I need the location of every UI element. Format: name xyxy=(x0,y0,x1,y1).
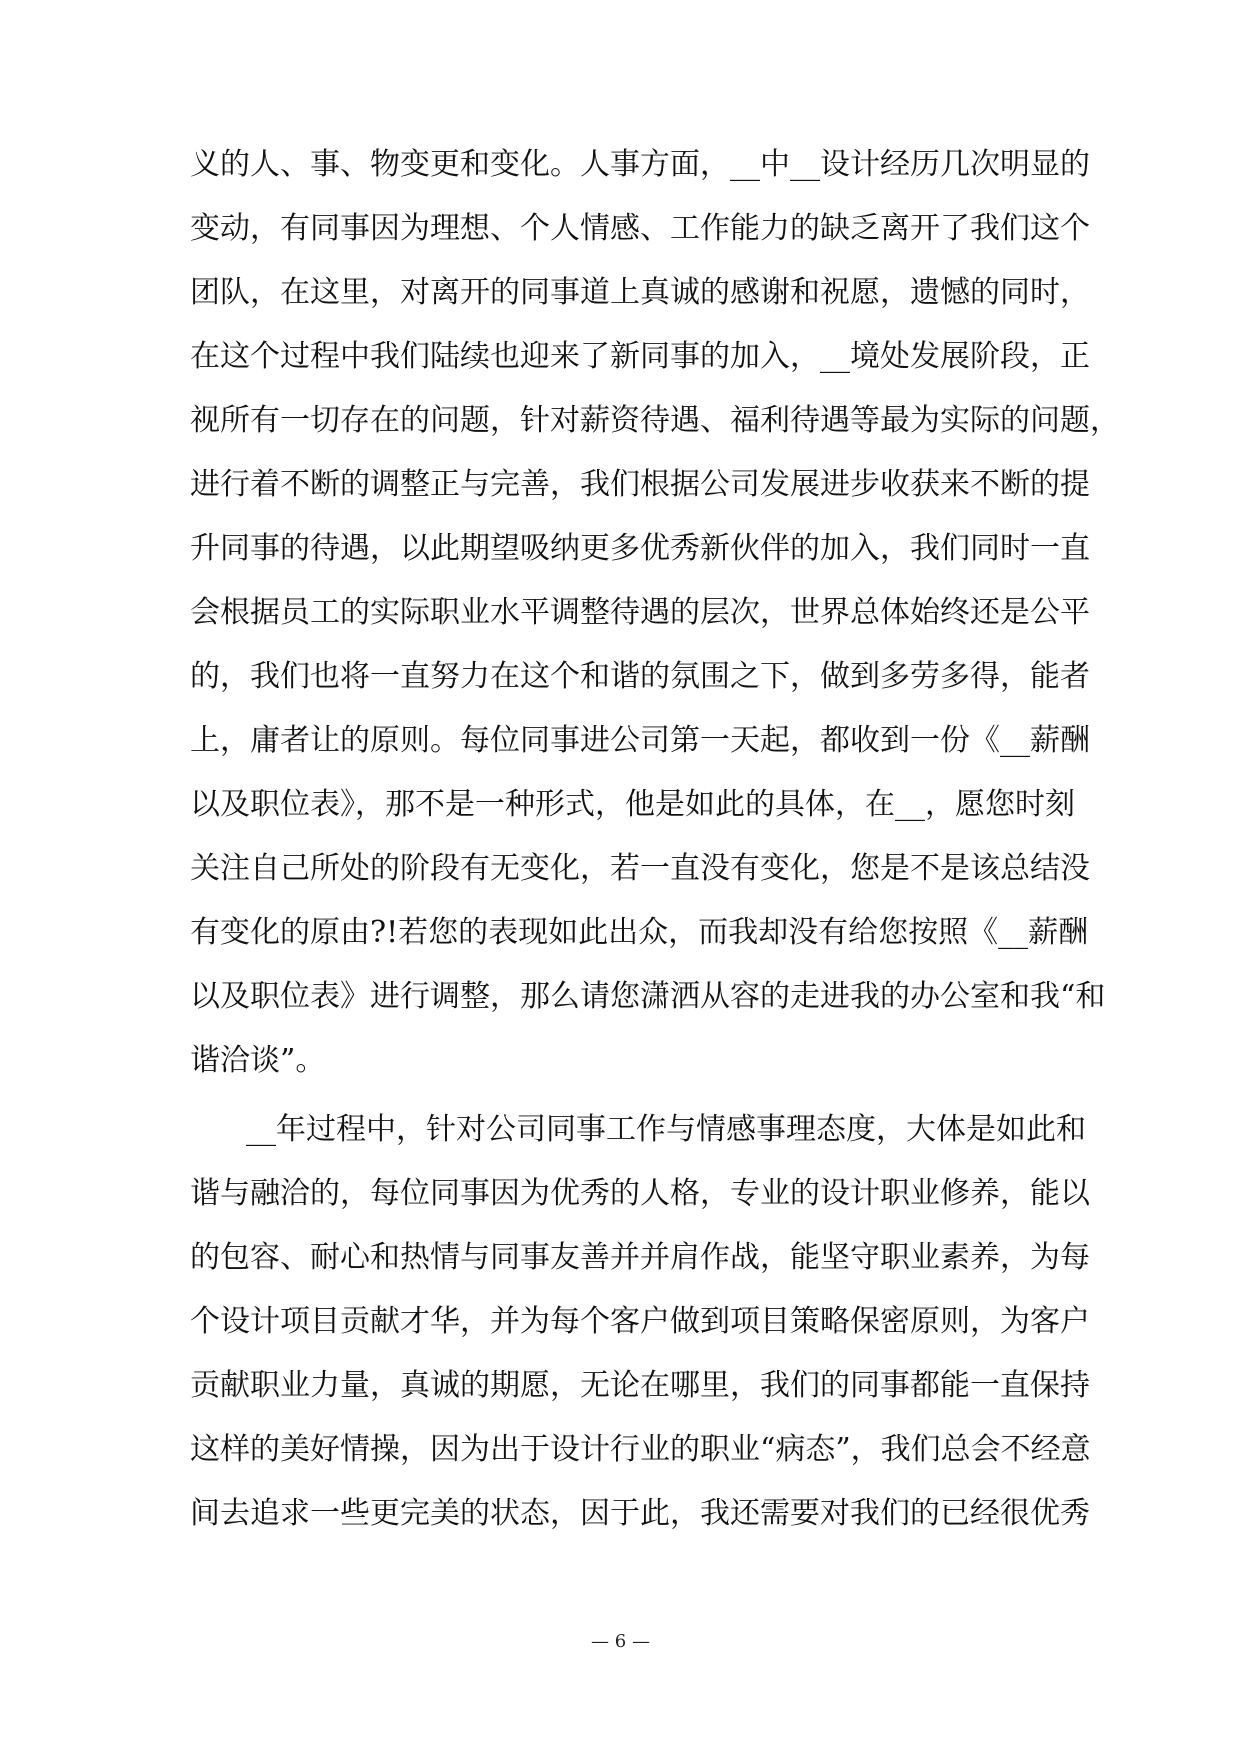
paragraph-line: 个设计项目贡献才华，并为每个客户做到项目策略保密原则，为客户 xyxy=(190,1304,1090,1339)
paragraph-line: 团队，在这里，对离开的同事道上真诚的感谢和祝愿，遗憾的同时， xyxy=(190,275,1090,310)
paragraph-line: 有变化的原由?!若您的表现如此出众，而我却没有给您按照《__薪酬 xyxy=(190,915,1089,950)
paragraph-line: __年过程中，针对公司同事工作与情感事理态度，大体是如此和 xyxy=(246,1112,1086,1147)
paragraph-line: 关注自己所处的阶段有无变化，若一直没有变化，您是不是该总结没 xyxy=(190,851,1090,886)
paragraph-line: 谐洽谈”。 xyxy=(190,1043,326,1078)
paragraph-line: 贡献职业力量，真诚的期愿，无论在哪里，我们的同事都能一直保持 xyxy=(190,1368,1090,1403)
paragraph-line: 进行着不断的调整正与完善，我们根据公司发展进步收获来不断的提 xyxy=(190,467,1090,502)
paragraph-line: 变动，有同事因为理想、个人情感、工作能力的缺乏离开了我们这个 xyxy=(190,211,1090,246)
paragraph-line: 以及职位表》，那不是一种形式，他是如此的具体，在__，愿您时刻 xyxy=(190,787,1075,822)
paragraph-line: 义的人、事、物变更和变化。人事方面，__中__设计经历几次明显的 xyxy=(190,147,1090,182)
paragraph-line: 升同事的待遇，以此期望吸纳更多优秀新伙伴的加入，我们同时一直 xyxy=(190,531,1090,566)
page-number: — 6 — xyxy=(591,1631,650,1652)
paragraph-line: 谐与融洽的，每位同事因为优秀的人格，专业的设计职业修养，能以 xyxy=(190,1176,1090,1211)
paragraph-line: 间去追求一些更完美的状态，因于此，我还需要对我们的已经很优秀 xyxy=(190,1496,1090,1531)
paragraph-line: 视所有一切存在的问题，针对薪资待遇、福利待遇等最为实际的问题， xyxy=(190,403,1120,438)
paragraph-line: 以及职位表》进行调整，那么请您潇洒从容的走进我的办公室和我“和 xyxy=(190,979,1106,1014)
paragraph-line: 会根据员工的实际职业水平调整待遇的层次，世界总体始终还是公平 xyxy=(190,595,1090,630)
paragraph-line: 在这个过程中我们陆续也迎来了新同事的加入，__境处发展阶段，正 xyxy=(190,339,1090,374)
paragraph-line: 这样的美好情操，因为出于设计行业的职业“病态”，我们总会不经意 xyxy=(190,1432,1091,1467)
paragraph-line: 上，庸者让的原则。每位同事进公司第一天起，都收到一份《__薪酬 xyxy=(190,723,1090,758)
paragraph-line: 的，我们也将一直努力在这个和谐的氛围之下，做到多劳多得，能者 xyxy=(190,659,1090,694)
paragraph-line: 的包容、耐心和热情与同事友善并并肩作战，能坚守职业素养，为每 xyxy=(190,1240,1090,1275)
